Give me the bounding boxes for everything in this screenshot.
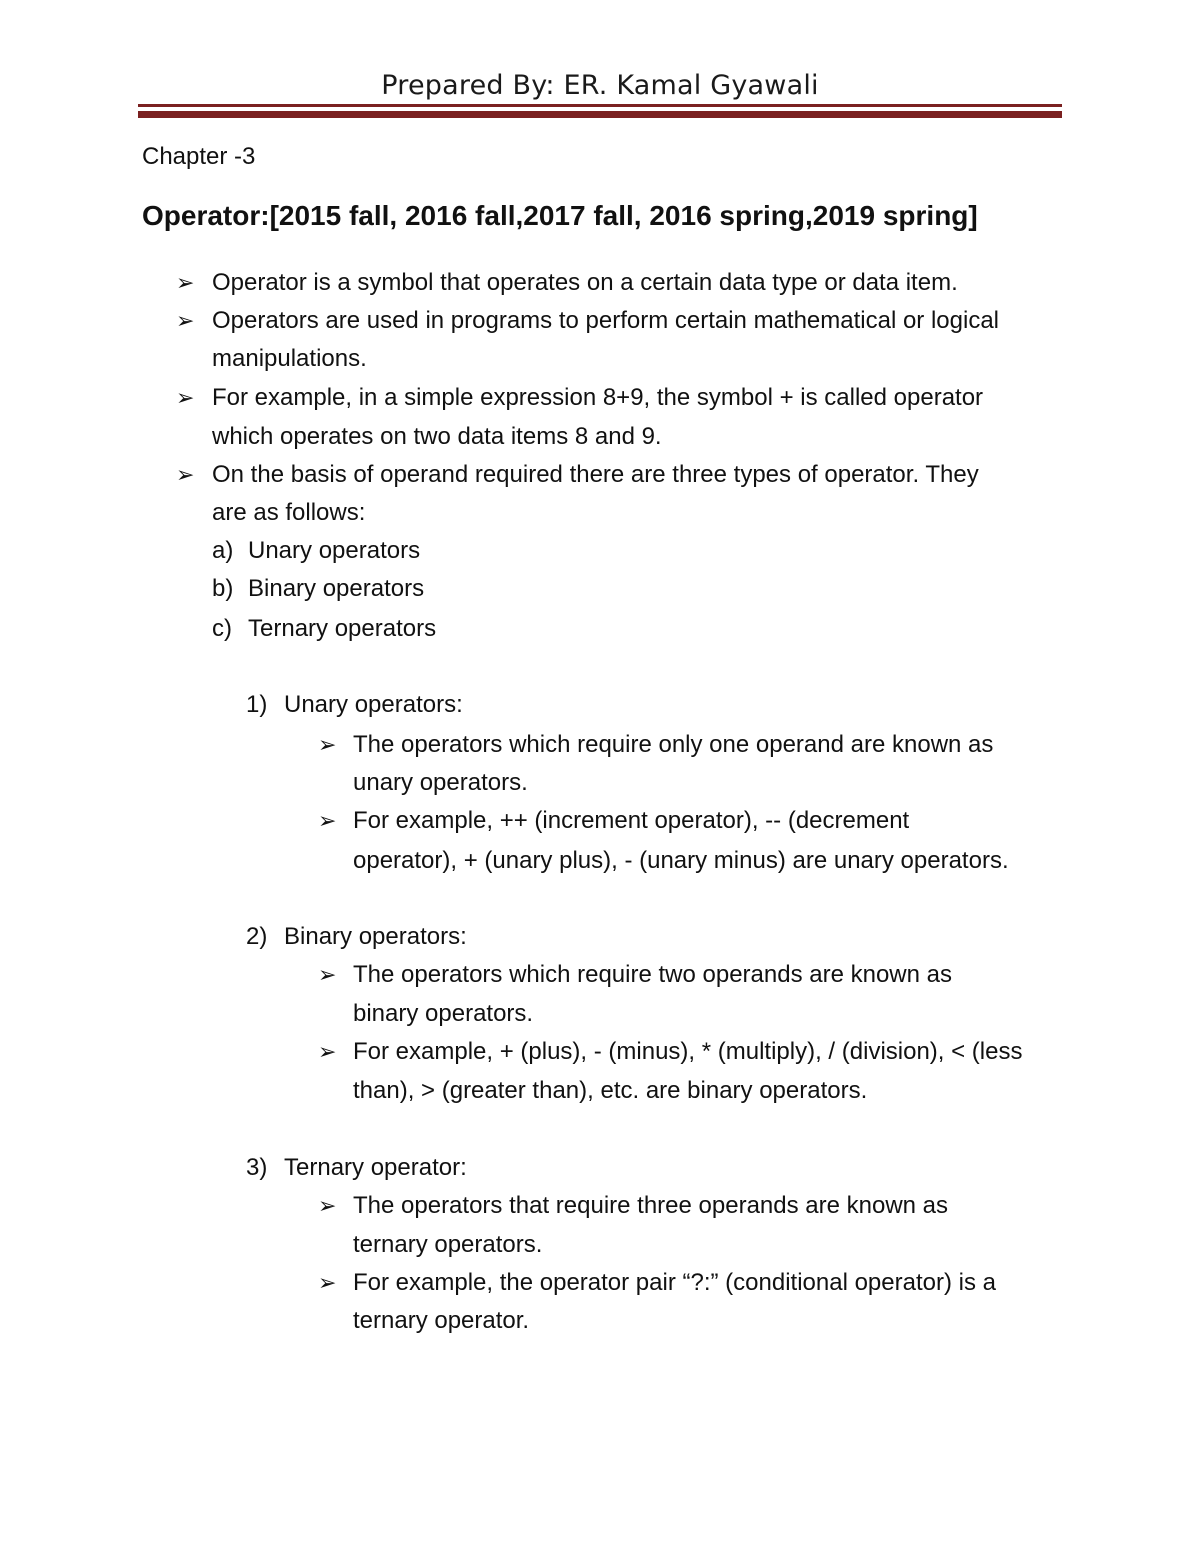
arrow-bullet-icon: ➢ [176,308,195,333]
list-item-marker: c) [212,615,232,642]
arrow-bullet-icon: ➢ [318,1270,337,1295]
arrow-bullet-icon: ➢ [176,270,195,295]
subsection-marker: 3) [246,1154,268,1181]
unary-bullet-2-line-2: operator), + (unary plus), - (unary minus) are unary operators. [353,847,1009,874]
list-item-text: Binary operators [248,575,425,602]
ternary-bullet-1-line-2: ternary operators. [353,1231,543,1258]
arrow-bullet-icon: ➢ [176,385,195,410]
intro-bullet-4-line-1: On the basis of operand required there are three types of operator. They [212,461,979,488]
arrow-bullet-icon: ➢ [318,1193,337,1218]
header-rule-thick [138,111,1062,118]
list-item-text: Ternary operators [248,615,437,642]
unary-bullet-2-line-1: For example, ++ (increment operator), -- (decrement [353,807,910,834]
binary-bullet-2-line-2: than), > (greater than), etc. are binary operators. [353,1077,868,1104]
intro-bullet-4-line-2: are as follows: [212,499,366,526]
subsection-marker: 2) [246,923,268,950]
subsection-marker: 1) [246,691,268,718]
intro-bullet-3-line-1: For example, in a simple expression 8+9, the symbol + is called operator [212,384,984,411]
list-item-marker: a) [212,537,234,564]
subsection-title-unary: Unary operators: [284,691,463,718]
intro-bullet-3-line-2: which operates on two data items 8 and 9. [212,423,662,450]
intro-bullet-2-line-1: Operators are used in programs to perform certain mathematical or logical [212,307,1000,334]
ternary-bullet-1-line-1: The operators that require three operands are known as [353,1192,949,1219]
intro-bullet-2-line-2: manipulations. [212,345,367,372]
arrow-bullet-icon: ➢ [318,732,337,757]
ternary-bullet-2-line-2: ternary operator. [353,1307,530,1334]
list-item-marker: b) [212,575,234,602]
binary-bullet-1-line-1: The operators which require two operands are known as [353,961,952,988]
arrow-bullet-icon: ➢ [318,808,337,833]
header-rule-thin [138,104,1062,107]
subsection-title-binary: Binary operators: [284,923,467,950]
ternary-bullet-2-line-1: For example, the operator pair “?:” (conditional operator) is a [353,1269,996,1296]
unary-bullet-1-line-1: The operators which require only one operand are known as [353,731,994,758]
arrow-bullet-icon: ➢ [318,962,337,987]
arrow-bullet-icon: ➢ [176,462,195,487]
list-item-text: Unary operators [248,537,421,564]
arrow-bullet-icon: ➢ [318,1039,337,1064]
chapter-label: Chapter -3 [142,143,256,170]
unary-bullet-1-line-2: unary operators. [353,769,528,796]
binary-bullet-1-line-2: binary operators. [353,1000,534,1027]
section-heading: Operator:[2015 fall, 2016 fall,2017 fall, 2016 spring,2019 spring] [142,200,978,231]
binary-bullet-2-line-1: For example, + (plus), - (minus), * (multiply), / (division), < (less [353,1038,1023,1065]
subsection-title-ternary: Ternary operator: [284,1154,467,1181]
intro-bullet-1: Operator is a symbol that operates on a certain data type or data item. [212,269,958,296]
page-header-title: Prepared By: ER. Kamal Gyawali [381,70,819,101]
